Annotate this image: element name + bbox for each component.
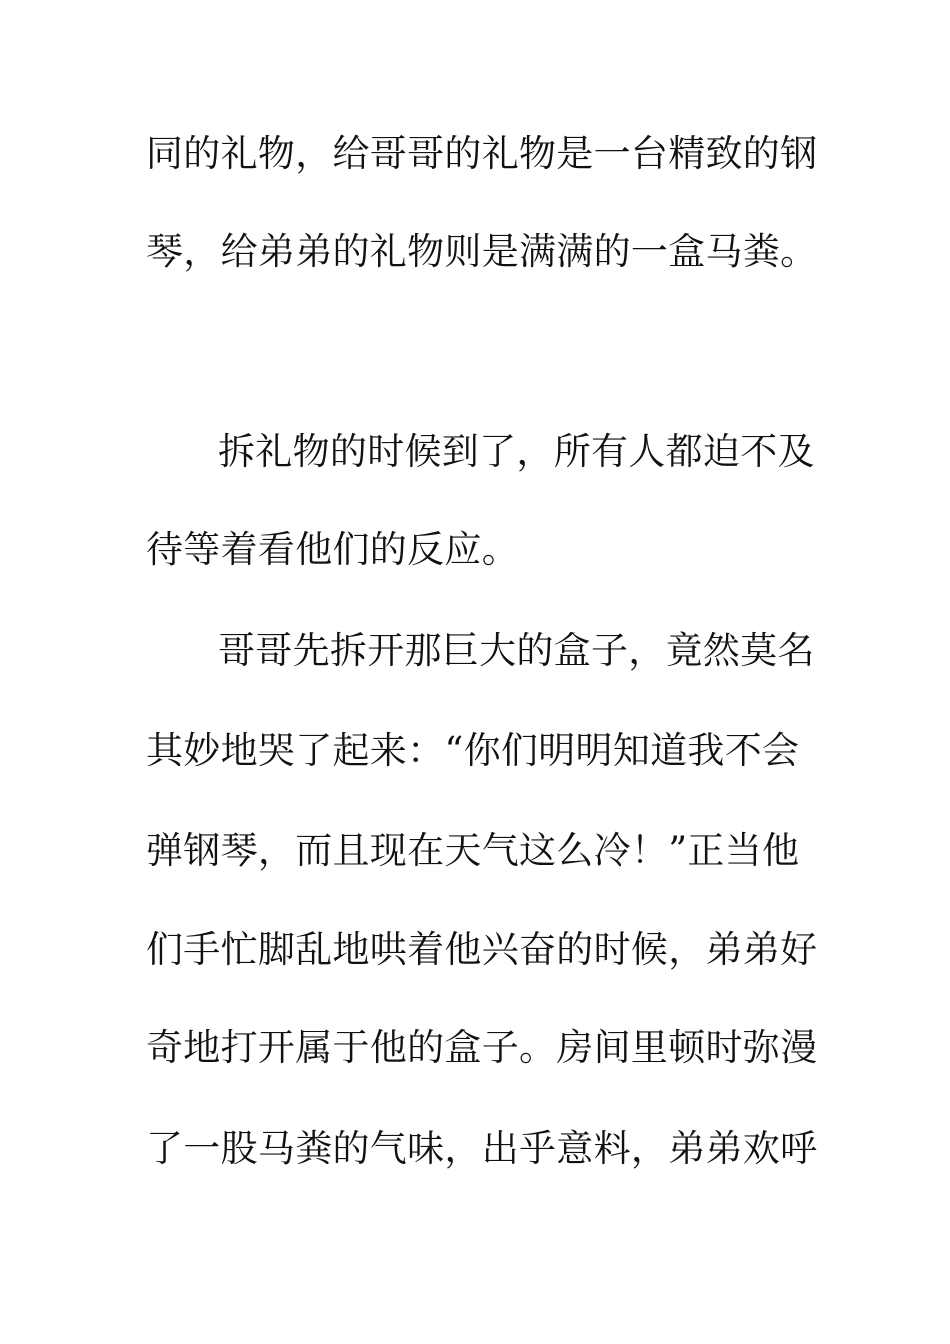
paragraph-3-line-5: 奇地打开属于他的盒子。房间里顿时弥漫 (146, 1026, 818, 1069)
paragraph-3-line-6: 了一股马粪的气味，出乎意料，弟弟欢呼 (146, 1127, 818, 1170)
paragraph-3-line-1: 哥哥先拆开那巨大的盒子，竟然莫名 (218, 629, 815, 672)
paragraph-2-line-2: 待等着看他们的反应。 (146, 528, 519, 571)
paragraph-3-line-2: 其妙地哭了起来：“你们明明知道我不会 (146, 729, 800, 772)
text-line-2: 琴，给弟弟的礼物则是满满的一盒马粪。 (146, 230, 818, 273)
paragraph-2-line-1: 拆礼物的时候到了，所有人都迫不及 (218, 430, 815, 473)
text-line-1: 同的礼物，给哥哥的礼物是一台精致的钢 (146, 132, 818, 175)
paragraph-3-line-3: 弹钢琴，而且现在天气这么冷！”正当他 (146, 829, 800, 872)
paragraph-3-line-4: 们手忙脚乱地哄着他兴奋的时候，弟弟好 (146, 928, 818, 971)
